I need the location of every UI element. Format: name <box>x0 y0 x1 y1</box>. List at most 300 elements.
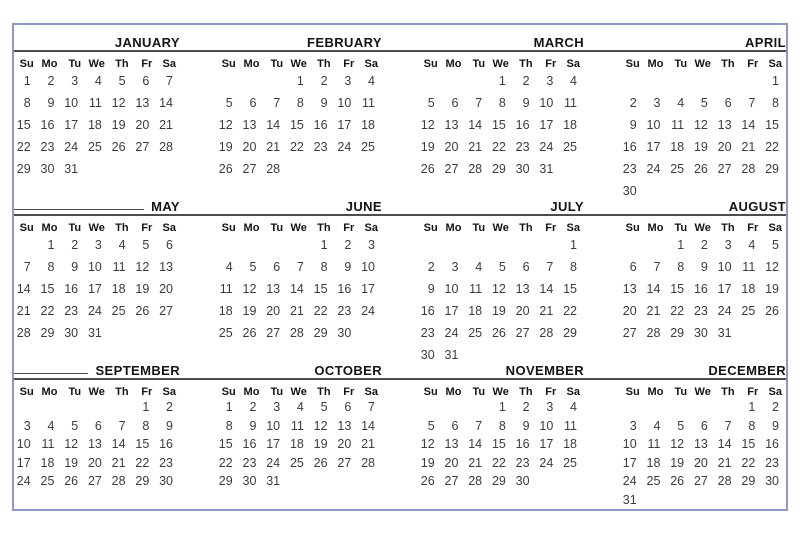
date-cell: 2 <box>249 400 257 415</box>
date-cell: 9 <box>772 418 779 433</box>
week-row <box>14 234 180 256</box>
week-row <box>418 158 584 180</box>
date-cell: 1 <box>772 74 779 88</box>
date-cell: 1 <box>677 238 685 252</box>
date-cell: 6 <box>451 96 459 110</box>
date-cell: 31 <box>622 492 637 507</box>
weekday-label: We <box>88 58 105 70</box>
date-cell: 24 <box>87 304 102 318</box>
weekday-label: We <box>290 386 307 398</box>
date-cell: 2 <box>47 74 55 88</box>
date-cell: 22 <box>765 140 779 154</box>
date-cell: 5 <box>142 238 150 252</box>
date-cell: 20 <box>87 455 102 470</box>
date-cell: 11 <box>219 282 233 296</box>
weekday-label: Tu <box>472 386 486 398</box>
week-row <box>418 472 584 491</box>
weekday-label: Sa <box>162 58 176 70</box>
date-cell: 15 <box>765 118 779 132</box>
week-row <box>216 136 382 158</box>
date-cell: 2 <box>320 74 328 88</box>
weekday-label: Fr <box>343 222 355 234</box>
date-cell: 27 <box>135 140 150 154</box>
date-cell: 5 <box>249 260 257 274</box>
date-cell: 13 <box>444 437 459 452</box>
date-cell: 20 <box>337 437 352 452</box>
date-cell: 13 <box>693 437 708 452</box>
date-cell: 29 <box>313 326 328 340</box>
date-cell: 15 <box>491 437 506 452</box>
weekday-label: We <box>492 222 509 234</box>
week-row <box>620 417 786 436</box>
date-cell: 7 <box>166 74 173 88</box>
week-row <box>418 256 584 278</box>
date-cell: 6 <box>724 96 732 110</box>
week-row <box>418 454 584 473</box>
date-cell: 23 <box>622 162 637 176</box>
date-cell: 2 <box>522 74 530 88</box>
date-cell: 4 <box>570 74 577 88</box>
title-leader-line <box>14 209 144 211</box>
date-cell: 8 <box>23 96 31 110</box>
date-cell: 18 <box>111 282 126 296</box>
date-cell: 4 <box>570 400 577 415</box>
month-title-row <box>14 25 786 52</box>
weekday-label: Fr <box>343 386 355 398</box>
date-cell: 3 <box>71 74 79 88</box>
weekday-label: Sa <box>162 222 176 234</box>
date-cell: 12 <box>64 437 79 452</box>
date-cell: 18 <box>563 437 577 452</box>
date-cell: 25 <box>670 162 685 176</box>
weekday-label: Sa <box>364 386 378 398</box>
date-cell: 26 <box>693 162 708 176</box>
month-december <box>620 380 786 509</box>
weekday-label: Tu <box>674 386 688 398</box>
weekday-label: Su <box>423 58 438 70</box>
date-cell: 24 <box>622 474 637 489</box>
date-cell: 2 <box>772 400 779 415</box>
date-cell: 18 <box>670 140 685 154</box>
month-title: DECEMBER <box>708 363 786 378</box>
week-row <box>620 472 786 491</box>
weekday-label: We <box>88 222 105 234</box>
date-cell: 11 <box>564 96 577 110</box>
date-cell: 15 <box>16 118 31 132</box>
date-cell: 13 <box>135 96 150 110</box>
week-row <box>418 300 584 322</box>
date-cell: 15 <box>741 437 756 452</box>
months-row <box>14 216 786 366</box>
week-row <box>620 278 786 300</box>
date-cell: 29 <box>491 474 506 489</box>
weekday-header-row <box>216 52 382 70</box>
date-cell: 9 <box>700 260 708 274</box>
date-cell: 20 <box>242 140 257 154</box>
date-cell: 26 <box>313 455 328 470</box>
date-cell: 15 <box>40 282 55 296</box>
date-cell: 4 <box>47 418 55 433</box>
date-cell: 31 <box>539 162 554 176</box>
week-row <box>14 256 180 278</box>
date-cell: 9 <box>249 418 257 433</box>
weekday-label: Su <box>625 58 640 70</box>
month-title-cell <box>418 199 584 214</box>
weekday-label: Tu <box>674 222 688 234</box>
date-cell: 26 <box>420 162 435 176</box>
date-cell: 16 <box>420 304 435 318</box>
date-cell: 21 <box>468 455 483 470</box>
date-cell: 3 <box>368 238 375 252</box>
date-cell: 11 <box>564 418 577 433</box>
date-cell: 6 <box>94 418 102 433</box>
date-cell: 25 <box>218 326 233 340</box>
month-title: APRIL <box>745 35 786 50</box>
date-cell: 8 <box>225 418 233 433</box>
date-cell: 28 <box>289 326 304 340</box>
date-cell: 27 <box>337 455 352 470</box>
weekday-label: Th <box>519 222 533 234</box>
weekday-label: Sa <box>566 58 580 70</box>
date-cell: 2 <box>629 96 637 110</box>
date-cell: 18 <box>87 118 102 132</box>
date-cell: 26 <box>135 304 150 318</box>
date-cell: 14 <box>741 118 756 132</box>
date-cell: 21 <box>539 304 554 318</box>
date-cell: 26 <box>765 304 779 318</box>
date-cell: 28 <box>111 474 126 489</box>
week-row <box>14 278 180 300</box>
weekday-label: Mo <box>647 222 664 234</box>
date-cell: 3 <box>546 74 554 88</box>
date-cell: 22 <box>40 304 55 318</box>
weekday-label: We <box>694 58 711 70</box>
month-title-cell <box>14 363 180 378</box>
date-cell: 25 <box>468 326 483 340</box>
date-cell: 20 <box>444 455 459 470</box>
date-cell: 18 <box>40 455 55 470</box>
month-title: NOVEMBER <box>505 363 584 378</box>
date-cell: 4 <box>748 238 756 252</box>
weekday-label: Tu <box>270 58 284 70</box>
date-cell: 25 <box>111 304 126 318</box>
date-cell: 13 <box>266 282 281 296</box>
month-title: JANUARY <box>114 35 180 50</box>
month-title: JUNE <box>345 199 382 214</box>
date-cell: 7 <box>368 400 375 415</box>
date-cell: 20 <box>444 140 459 154</box>
date-cell: 22 <box>218 455 233 470</box>
month-title: AUGUST <box>728 199 786 214</box>
week-row <box>14 454 180 473</box>
week-row <box>620 300 786 322</box>
date-cell: 21 <box>289 304 304 318</box>
date-cell: 13 <box>337 418 352 433</box>
date-cell: 22 <box>491 140 506 154</box>
week-row <box>418 491 584 510</box>
date-cell: 15 <box>218 437 233 452</box>
date-cell: 13 <box>87 437 102 452</box>
date-cell: 10 <box>717 260 732 274</box>
date-cell: 10 <box>266 418 281 433</box>
date-cell: 27 <box>717 162 732 176</box>
week-row <box>14 92 180 114</box>
date-cell: 29 <box>16 162 31 176</box>
date-cell: 20 <box>159 282 173 296</box>
weekday-label: Su <box>19 222 34 234</box>
weekday-label: We <box>290 222 307 234</box>
week-row <box>14 491 180 510</box>
date-cell: 10 <box>337 96 352 110</box>
week-row <box>14 435 180 454</box>
date-cell: 8 <box>772 96 779 110</box>
date-cell: 16 <box>765 437 779 452</box>
weekday-label: Tu <box>68 386 82 398</box>
week-row <box>418 92 584 114</box>
date-cell: 27 <box>444 162 459 176</box>
year-calendar <box>12 23 788 511</box>
month-title: FEBRUARY <box>307 35 382 50</box>
date-cell: 7 <box>475 418 483 433</box>
weekday-label: Th <box>721 386 735 398</box>
date-cell: 3 <box>724 238 732 252</box>
week-row <box>14 136 180 158</box>
date-cell: 6 <box>522 260 530 274</box>
week-row <box>418 136 584 158</box>
weekday-label: Sa <box>364 58 378 70</box>
date-cell: 3 <box>344 74 352 88</box>
date-cell: 11 <box>671 118 685 132</box>
month-title-cell <box>620 363 786 378</box>
week-row <box>620 435 786 454</box>
month-june <box>216 216 382 366</box>
week-row <box>216 454 382 473</box>
date-cell: 14 <box>646 282 661 296</box>
date-cell: 6 <box>700 418 708 433</box>
date-cell: 30 <box>40 162 55 176</box>
date-cell: 28 <box>159 140 173 154</box>
weekday-label: We <box>290 58 307 70</box>
week-row <box>418 417 584 436</box>
week-row <box>216 70 382 92</box>
date-cell: 16 <box>242 437 257 452</box>
date-cell: 30 <box>622 184 637 198</box>
date-cell: 20 <box>622 304 637 318</box>
weekday-label: Tu <box>270 222 284 234</box>
date-cell: 15 <box>313 282 328 296</box>
date-cell: 26 <box>111 140 126 154</box>
date-cell: 30 <box>515 474 530 489</box>
date-cell: 25 <box>87 140 102 154</box>
weekday-label: Mo <box>41 386 58 398</box>
weekday-header-row <box>14 52 180 70</box>
date-cell: 13 <box>242 118 257 132</box>
week-row <box>620 322 786 344</box>
date-cell: 20 <box>266 304 281 318</box>
date-cell: 1 <box>570 238 577 252</box>
date-cell: 12 <box>111 96 126 110</box>
date-cell: 23 <box>515 455 530 470</box>
date-cell: 14 <box>111 437 126 452</box>
date-cell: 17 <box>337 118 352 132</box>
date-cell: 30 <box>420 348 435 362</box>
month-title-cell <box>418 25 584 50</box>
date-cell: 17 <box>361 282 375 296</box>
week-row <box>216 491 382 510</box>
date-cell: 11 <box>41 437 55 452</box>
date-cell: 14 <box>539 282 554 296</box>
date-cell: 3 <box>94 238 102 252</box>
date-cell: 17 <box>539 118 554 132</box>
weekday-label: Th <box>317 222 331 234</box>
date-cell: 22 <box>491 455 506 470</box>
date-cell: 23 <box>420 326 435 340</box>
date-cell: 5 <box>427 418 435 433</box>
date-cell: 19 <box>491 304 506 318</box>
date-cell: 14 <box>468 118 483 132</box>
week-row <box>620 491 786 510</box>
date-cell: 12 <box>135 260 150 274</box>
date-cell: 26 <box>64 474 79 489</box>
date-cell: 6 <box>451 418 459 433</box>
date-cell: 21 <box>741 140 756 154</box>
date-cell: 19 <box>670 455 685 470</box>
date-cell: 16 <box>515 118 530 132</box>
week-row <box>418 398 584 417</box>
week-row <box>216 300 382 322</box>
date-cell: 1 <box>748 400 756 415</box>
month-title-cell <box>216 199 382 214</box>
date-cell: 21 <box>361 437 375 452</box>
weekday-label: Th <box>721 222 735 234</box>
date-cell: 9 <box>47 96 55 110</box>
weekday-label: Fr <box>545 222 557 234</box>
month-title: MAY <box>151 199 180 214</box>
months-row <box>14 52 786 202</box>
date-cell: 26 <box>670 474 685 489</box>
weekday-label: We <box>492 58 509 70</box>
date-cell: 5 <box>225 96 233 110</box>
date-cell: 15 <box>135 437 150 452</box>
date-cell: 26 <box>218 162 233 176</box>
week-row <box>418 114 584 136</box>
weekday-label: Su <box>221 386 236 398</box>
weekday-label: Sa <box>566 386 580 398</box>
weekday-label: Th <box>721 58 735 70</box>
weekday-label: Su <box>423 222 438 234</box>
weekday-header-row <box>418 52 584 70</box>
date-cell: 27 <box>622 326 637 340</box>
date-cell: 19 <box>693 140 708 154</box>
weekday-header-row <box>14 216 180 234</box>
week-row <box>216 398 382 417</box>
date-cell: 20 <box>693 455 708 470</box>
date-cell: 9 <box>629 118 637 132</box>
date-cell: 5 <box>498 260 506 274</box>
date-cell: 7 <box>23 260 31 274</box>
date-cell: 27 <box>242 162 257 176</box>
month-title-cell <box>14 199 180 214</box>
week-row <box>14 322 180 344</box>
date-cell: 2 <box>166 400 173 415</box>
date-cell: 28 <box>717 474 732 489</box>
weekday-label: Mo <box>647 386 664 398</box>
date-cell: 14 <box>266 118 281 132</box>
date-cell: 17 <box>87 282 102 296</box>
week-row <box>620 234 786 256</box>
date-cell: 23 <box>693 304 708 318</box>
weekday-label: Mo <box>445 222 462 234</box>
week-row <box>216 417 382 436</box>
weekday-label: Su <box>625 222 640 234</box>
date-cell: 16 <box>337 282 352 296</box>
date-cell: 12 <box>491 282 506 296</box>
month-row-section <box>14 25 786 202</box>
date-cell: 18 <box>289 437 304 452</box>
month-title: SEPTEMBER <box>95 363 180 378</box>
month-row-section <box>14 199 786 366</box>
weekday-label: Sa <box>768 386 782 398</box>
date-cell: 14 <box>289 282 304 296</box>
weekday-label: Tu <box>472 222 486 234</box>
week-row <box>216 256 382 278</box>
weekday-label: Su <box>19 58 34 70</box>
date-cell: 25 <box>289 455 304 470</box>
date-cell: 21 <box>111 455 126 470</box>
date-cell: 12 <box>218 118 233 132</box>
date-cell: 19 <box>420 140 435 154</box>
date-cell: 5 <box>772 238 779 252</box>
date-cell: 14 <box>16 282 31 296</box>
date-cell: 28 <box>16 326 31 340</box>
month-title-cell <box>620 25 786 50</box>
months-row <box>14 380 786 509</box>
month-title-cell <box>418 363 584 378</box>
date-cell: 9 <box>522 418 530 433</box>
date-cell: 13 <box>515 282 530 296</box>
date-cell: 30 <box>159 474 173 489</box>
month-title-cell <box>14 25 180 50</box>
date-cell: 3 <box>546 400 554 415</box>
week-row <box>216 278 382 300</box>
date-cell: 28 <box>539 326 554 340</box>
weekday-header-row <box>418 216 584 234</box>
date-cell: 22 <box>741 455 756 470</box>
date-cell: 8 <box>47 260 55 274</box>
month-april <box>620 52 786 202</box>
date-cell: 15 <box>563 282 577 296</box>
date-cell: 7 <box>118 418 126 433</box>
month-august <box>620 216 786 366</box>
date-cell: 31 <box>64 162 79 176</box>
date-cell: 10 <box>361 260 375 274</box>
week-row <box>216 114 382 136</box>
weekday-header-row <box>14 380 180 398</box>
week-row <box>216 92 382 114</box>
date-cell: 15 <box>670 282 685 296</box>
weekday-label: We <box>88 386 105 398</box>
month-november <box>418 380 584 509</box>
date-cell: 4 <box>677 96 685 110</box>
date-cell: 23 <box>64 304 79 318</box>
date-cell: 17 <box>717 282 732 296</box>
date-cell: 28 <box>741 162 756 176</box>
weekday-label: We <box>694 222 711 234</box>
date-cell: 8 <box>498 96 506 110</box>
date-cell: 12 <box>670 437 685 452</box>
date-cell: 24 <box>717 304 732 318</box>
date-cell: 24 <box>64 140 79 154</box>
